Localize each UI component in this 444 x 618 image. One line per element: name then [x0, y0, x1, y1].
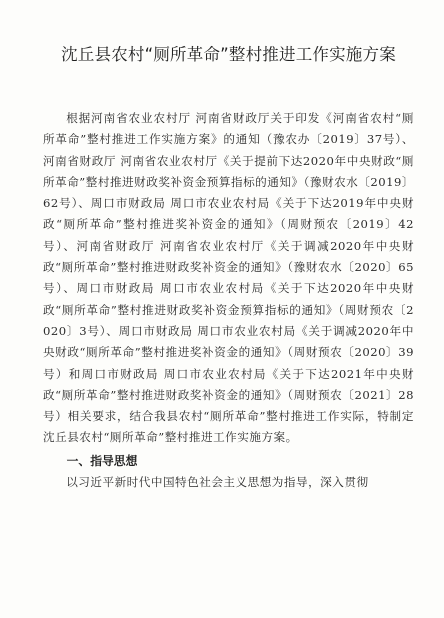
section-paragraph-guiding-ideology: 以习近平新时代中国特色社会主义思想为指导，深入贯彻	[66, 474, 369, 489]
intro-paragraph: 根据河南省农业农村厅 河南省财政厅关于印发《河南省农村“厕所革命”整村推进工作实施方案》的通知（豫农办〔2019〕37号）、河南省财政厅 河南省农业农村厅《关于提前下达2020年中央财政“厕所革命”整村推进财政奖补资金预算指标的通知》（豫财农水〔2019〕62号）、周口市财政局 周口市农业农村局《关于下达2019年中央财政“厕所革命”整村推进奖补资金的通知》（周财预农〔2019〕42号）、河南省财政厅 河南省农业农村厅《关于调减2020年中央财政“厕所革命”整村推进财政奖补资金的通知》（豫财农水〔2020〕65号）、周口市财政局 周口市农业农村局《关于下达2020年中央财政“厕所革命”整村推进财政奖补资金预算指标的通知》（周财预农〔2020〕3号）、周口市财政局 周口市农业农村局《关于调减2020年中央财政“厕所革命”整村推进奖补资金的通知》（周财预农〔2020〕39号）和周口市财政局 周口市农业农村局《关于下达2021年中央财政“厕所革命”整村推进财政奖补资金的通知》（周财预农〔2021〕28号）相关要求，结合我县农村“厕所革命”整村推进工作实际，特制定沈丘县农村“厕所革命”整村推进工作实施方案。	[43, 111, 414, 445]
section-heading-guiding-ideology: 一、指导思想	[66, 453, 138, 468]
document-title: 沈丘县农村“厕所革命”整村推进工作实施方案	[61, 45, 396, 64]
